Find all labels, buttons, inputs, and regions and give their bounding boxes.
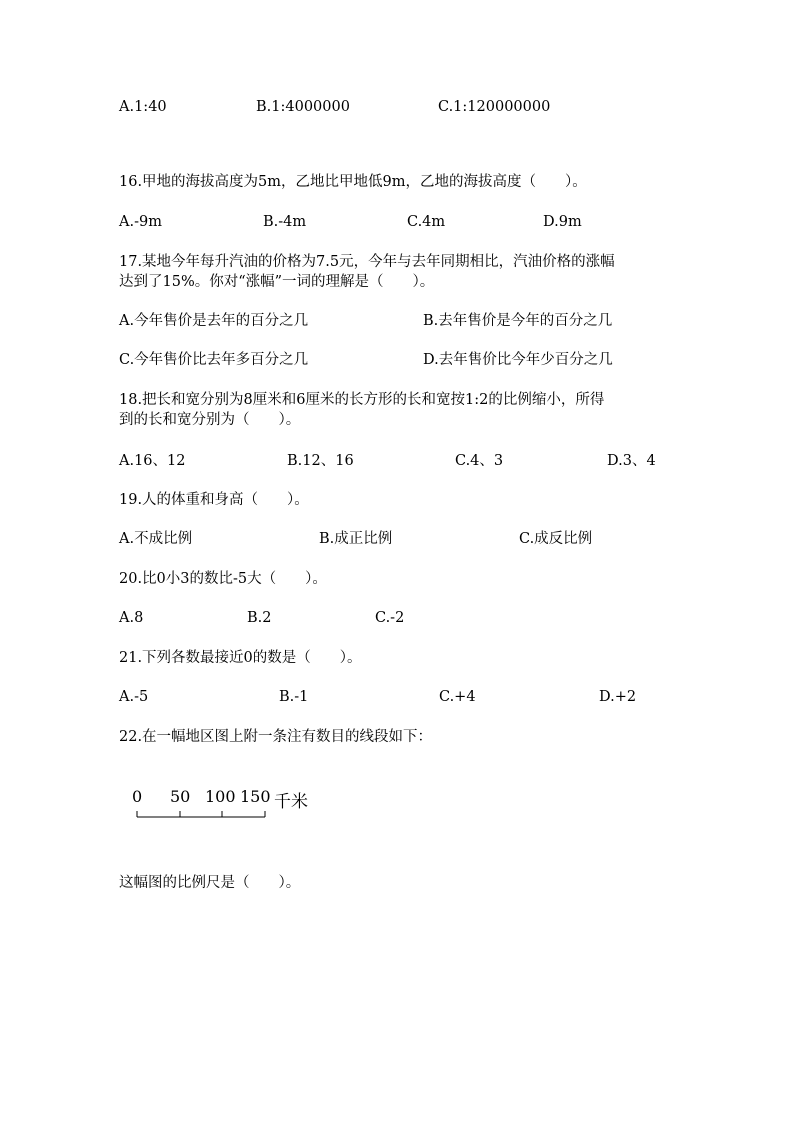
q17-option-d: D.去年售价比今年少百分之几 [423, 352, 613, 368]
q18-option-c: C.4、3 [455, 453, 504, 469]
q21-option-a: A.-5 [119, 689, 149, 705]
q17-stem-line2: 达到了15%。你对“涨幅”一词的理解是（ ）。 [119, 274, 435, 290]
q15-option-a: A.1:40 [119, 99, 167, 115]
q19-option-a: A.不成比例 [119, 531, 193, 547]
scale-unit: 千米 [274, 792, 308, 812]
q16-option-b: B.-4m [263, 214, 307, 230]
scale-label-50: 50 [170, 787, 191, 806]
q21-option-d: D.+2 [599, 689, 637, 705]
q18-option-a: A.16、12 [119, 453, 186, 469]
q18-stem-line2: 到的长和宽分别为（ ）。 [119, 412, 301, 428]
q21-option-b: B.-1 [279, 689, 309, 705]
q21-option-c: C.+4 [439, 689, 476, 705]
q17-option-b: B.去年售价是今年的百分之几 [423, 313, 613, 329]
q19-option-c: C.成反比例 [519, 531, 593, 547]
q15-option-b: B.1:4000000 [256, 99, 350, 115]
map-scale-bar [136, 811, 266, 819]
q22-follow-question: 这幅图的比例尺是（ ）。 [119, 875, 301, 891]
q16-option-a: A.-9m [119, 214, 162, 230]
q19-option-b: B.成正比例 [319, 531, 393, 547]
q17-option-a: A.今年售价是去年的百分之几 [119, 313, 309, 329]
q22-stem: 22.在一幅地区图上附一条注有数目的线段如下： [119, 729, 433, 745]
q17-option-c: C.今年售价比去年多百分之几 [119, 352, 309, 368]
scale-label-150: 150 [240, 787, 271, 806]
q18-stem-line1: 18.把长和宽分别为8厘米和6厘米的长方形的长和宽按1:2的比例缩小，所得 [119, 392, 605, 408]
q21-stem: 21.下列各数最接近0的数是（ ）。 [119, 650, 362, 666]
q17-stem-line1: 17.某地今年每升汽油的价格为7.5元，今年与去年同期相比，汽油价格的涨幅 [119, 254, 615, 270]
q16-stem: 16.甲地的海拔高度为5m，乙地比甲地低9m，乙地的海拔高度（ ）。 [119, 174, 587, 190]
q20-option-a: A.8 [119, 610, 144, 626]
q20-option-c: C.-2 [375, 610, 405, 626]
q19-stem: 19.人的体重和身高（ ）。 [119, 492, 309, 508]
q16-option-d: D.9m [543, 214, 582, 230]
q20-option-b: B.2 [247, 610, 272, 626]
scale-label-0: 0 [132, 787, 143, 806]
q18-option-d: D.3、4 [607, 453, 656, 469]
scale-label-100: 100 [205, 787, 236, 806]
q16-option-c: C.4m [407, 214, 446, 230]
q20-stem: 20.比0小3的数比-5大（ ）。 [119, 571, 327, 587]
q18-option-b: B.12、16 [287, 453, 354, 469]
q15-option-c: C.1:120000000 [438, 99, 551, 115]
